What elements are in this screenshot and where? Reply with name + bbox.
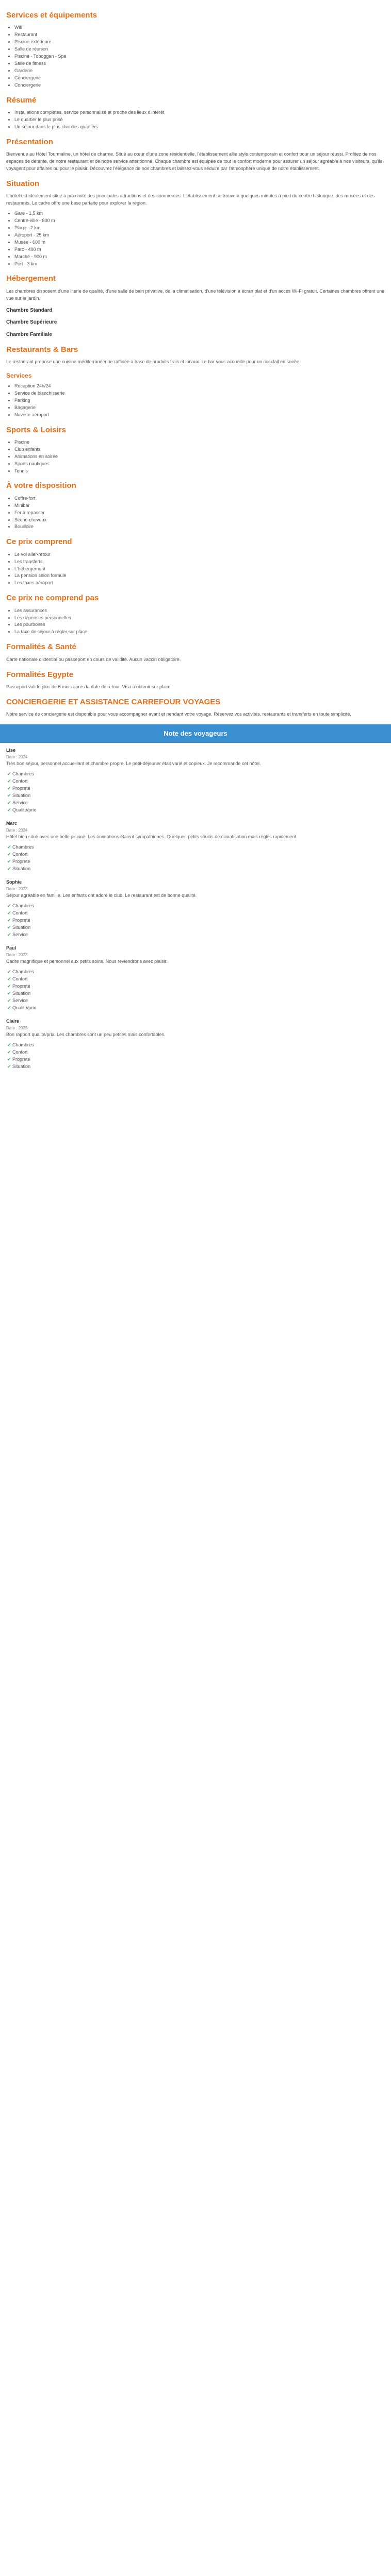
review-scores bbox=[6, 771, 385, 814]
ce-prix-item: • La pension selon formule bbox=[14, 572, 385, 580]
services2-item: • Bagagerie bbox=[14, 404, 385, 412]
formalites-sub-text: Passeport valide plus de 6 mois après la date de retour. Visa à obtenir sur place. bbox=[6, 684, 172, 689]
resume-list bbox=[6, 109, 385, 131]
review-score-item: ✔ Confort bbox=[7, 778, 385, 785]
review-scores bbox=[6, 903, 385, 939]
sports-item: • Tennis bbox=[14, 468, 385, 475]
ne-comprend-item: • Les assurances bbox=[14, 607, 385, 615]
review-text: Très bon séjour, personnel accueillant et chambre propre. Le petit-déjeuner était varié et copieux. Je recommande cet hôtel. bbox=[6, 761, 261, 767]
review-score-item: ✔ Service bbox=[7, 800, 385, 807]
presentation-text: Bienvenue au Hôtel Tourmaline, un hôtel de charme. Situé au cœur d'une zone résidentielle, l'établissement allie style contemporain et confort pour un séjour réussi. Profitez de nos espaces de détente, de notre restaurant et de notre service attentionné. Chaque chambre est équipée de tout le confort moderne pour assurer un séjour agréable à nos visiteurs, qu'ils voyagent pour affaires ou pour le plaisir. Découvrez l'élégance de nos chambres et laissez-vous séduire par l'atmosphère unique de notre établissement. bbox=[6, 151, 383, 171]
review-item bbox=[6, 820, 385, 873]
services-item: • Garderie bbox=[14, 67, 385, 75]
services-item: • Restaurant bbox=[14, 31, 385, 39]
hebergement-heading: Hébergement bbox=[6, 274, 56, 283]
review-score-item: ✔ Confort bbox=[7, 1049, 385, 1056]
services-item: • Wifi bbox=[14, 24, 385, 31]
services2-list bbox=[6, 383, 385, 419]
review-item bbox=[6, 747, 385, 814]
formalites-sub-heading: Formalités Egypte bbox=[6, 670, 74, 679]
review-score-item: ✔ Chambres bbox=[7, 903, 385, 910]
apropos-list bbox=[6, 495, 385, 531]
review-score-item: ✔ Propreté bbox=[7, 917, 385, 924]
ne-comprend-item: • Les pourboires bbox=[14, 621, 385, 629]
resume-item: • Installations complètes, service personnalisé et proche des lieux d'intérêt bbox=[14, 109, 385, 116]
services-item: • Salle de fitness bbox=[14, 60, 385, 67]
formalites-heading: Formalités & Santé bbox=[6, 642, 76, 652]
sports-item: • Piscine bbox=[14, 439, 385, 446]
resume-item: • Un séjour dans le plus chic des quartiers bbox=[14, 124, 385, 131]
page-content bbox=[0, 0, 391, 1071]
ne-comprend-item: • La taxe de séjour à régler sur place bbox=[14, 629, 385, 636]
services-item: • Piscine extérieure bbox=[14, 39, 385, 46]
review-score-item: ✔ Situation bbox=[7, 1063, 385, 1071]
review-author: Sophie bbox=[6, 879, 22, 885]
reviews-banner: Note des voyageurs bbox=[0, 724, 391, 743]
apropos-item: • Sèche-cheveux bbox=[14, 517, 385, 524]
distances-item: • Plage - 2 km bbox=[14, 225, 385, 232]
services2-heading: Services bbox=[6, 372, 32, 380]
distances-item: • Port - 3 km bbox=[14, 261, 385, 268]
review-scores bbox=[6, 844, 385, 873]
review-author: Marc bbox=[6, 820, 18, 826]
review-score-item: ✔ Confort bbox=[7, 851, 385, 858]
review-date: Date : 2024 bbox=[6, 827, 28, 833]
ce-prix-heading: Ce prix comprend bbox=[6, 537, 72, 547]
conciergerie-text: Notre service de conciergerie est disponible pour vous accompagner avant et pendant votre voyage. Réservez vos activités, restaurants et transferts en toute simplicité. bbox=[6, 711, 351, 717]
room-title: Chambre Standard bbox=[6, 307, 53, 313]
presentation-heading: Présentation bbox=[6, 137, 53, 146]
sports-item: • Club enfants bbox=[14, 446, 385, 453]
review-text: Bon rapport qualité/prix. Les chambres sont un peu petites mais confortables. bbox=[6, 1032, 166, 1038]
review-score-item: ✔ Situation bbox=[7, 792, 385, 800]
review-score-item: ✔ Propreté bbox=[7, 858, 385, 866]
review-author: Lise bbox=[6, 748, 16, 753]
services2-item: • Service de blanchisserie bbox=[14, 390, 385, 397]
services-item: • Piscine - Toboggan - Spa bbox=[14, 53, 385, 60]
review-score-item: ✔ Propreté bbox=[7, 785, 385, 792]
review-author: Paul bbox=[6, 945, 17, 951]
situation-heading: Situation bbox=[6, 179, 40, 188]
sports-heading: Sports & Loisirs bbox=[6, 425, 66, 434]
review-score-item: ✔ Qualité/prix bbox=[7, 807, 385, 814]
review-score-item: ✔ Situation bbox=[7, 866, 385, 873]
room-title: Chambre Familiale bbox=[6, 331, 52, 337]
review-scores bbox=[6, 1042, 385, 1071]
ne-comprend-item: • Les dépenses personnelles bbox=[14, 615, 385, 622]
distances-list bbox=[6, 210, 385, 268]
formalites-text: Carte nationale d'identité ou passeport en cours de validité. Aucun vaccin obligatoire. bbox=[6, 656, 181, 662]
ce-prix-list bbox=[6, 551, 385, 587]
apropos-item: • Minibar bbox=[14, 502, 385, 510]
conciergerie-heading: CONCIERGERIE ET ASSISTANCE CARREFOUR VOYAGES bbox=[6, 697, 221, 706]
review-text: Séjour agréable en famille. Les enfants ont adoré le club. Le restaurant est de bonne qualité. bbox=[6, 893, 197, 899]
services2-item: • Parking bbox=[14, 397, 385, 404]
ce-prix-item: • L'hébergement bbox=[14, 566, 385, 573]
review-score-item: ✔ Propreté bbox=[7, 983, 385, 990]
review-text: Hôtel bien situé avec une belle piscine. Les animations étaient sympathiques. Quelques petits soucis de climatisation mais réglés rapidement. bbox=[6, 834, 298, 840]
services-item: • Conciergerie bbox=[14, 75, 385, 82]
distances-item: • Centre-ville - 800 m bbox=[14, 217, 385, 225]
reviews-list bbox=[6, 747, 385, 1071]
services-list bbox=[6, 24, 385, 89]
review-score-item: ✔ Chambres bbox=[7, 771, 385, 778]
review-score-item: ✔ Situation bbox=[7, 990, 385, 997]
services2-item: • Navette aéroport bbox=[14, 412, 385, 419]
ce-prix-item: • Les taxes aéroport bbox=[14, 580, 385, 587]
apropos-heading: À votre disposition bbox=[6, 481, 76, 490]
sports-item: • Sports nautiques bbox=[14, 461, 385, 468]
review-date: Date : 2023 bbox=[6, 1025, 28, 1030]
apropos-item: • Coffre-fort bbox=[14, 495, 385, 502]
ce-prix-item: • Les transferts bbox=[14, 558, 385, 566]
review-score-item: ✔ Confort bbox=[7, 910, 385, 917]
distances-item: • Parc - 400 m bbox=[14, 246, 385, 253]
ne-comprend-heading: Ce prix ne comprend pas bbox=[6, 594, 99, 603]
distances-item: • Marché - 900 m bbox=[14, 253, 385, 261]
resume-item: • Le quartier le plus prisé bbox=[14, 116, 385, 124]
review-item bbox=[6, 945, 385, 1012]
restaurants-heading: Restaurants & Bars bbox=[6, 345, 78, 354]
distances-item: • Aéroport - 25 km bbox=[14, 232, 385, 239]
services-item: • Conciergerie bbox=[14, 82, 385, 89]
review-scores bbox=[6, 969, 385, 1012]
room-title: Chambre Supérieure bbox=[6, 319, 57, 326]
review-score-item: ✔ Chambres bbox=[7, 844, 385, 851]
hebergement-text: Les chambres disposent d'une literie de qualité, d'une salle de bain privative, de la climatisation, d'une télévision à écran plat et d'un accès Wi-Fi gratuit. Certaines chambres offrent une vue sur le jardin. bbox=[6, 288, 385, 301]
review-score-item: ✔ Situation bbox=[7, 924, 385, 931]
sports-list bbox=[6, 439, 385, 475]
review-text: Cadre magnifique et personnel aux petits soins. Nous reviendrons avec plaisir. bbox=[6, 959, 168, 964]
review-item bbox=[6, 879, 385, 939]
review-score-item: ✔ Qualité/prix bbox=[7, 1005, 385, 1012]
apropos-item: • Fer à repasser bbox=[14, 510, 385, 517]
review-score-item: ✔ Service bbox=[7, 931, 385, 939]
apropos-item: • Bouilloire bbox=[14, 523, 385, 531]
ce-prix-item: • Le vol aller-retour bbox=[14, 551, 385, 558]
review-date: Date : 2023 bbox=[6, 886, 28, 891]
rooms-list bbox=[6, 307, 385, 339]
ne-comprend-list bbox=[6, 607, 385, 636]
services-heading: Services et équipements bbox=[6, 11, 97, 20]
review-score-item: ✔ Propreté bbox=[7, 1056, 385, 1063]
situation-text: L'hôtel est idéalement situé à proximité des principales attractions et des commerces. L'établissement se trouve à quelques minutes à pied du centre historique, des musées et des restaurants. Le cadre offre une base parfaite pour explorer la région. bbox=[6, 193, 375, 206]
distances-item: • Musée - 600 m bbox=[14, 239, 385, 246]
review-score-item: ✔ Chambres bbox=[7, 969, 385, 976]
review-score-item: ✔ Confort bbox=[7, 976, 385, 983]
review-date: Date : 2024 bbox=[6, 754, 28, 759]
review-author: Claire bbox=[6, 1018, 20, 1024]
review-score-item: ✔ Chambres bbox=[7, 1042, 385, 1049]
restaurants-text: Le restaurant propose une cuisine méditerranéenne raffinée à base de produits frais et locaux. Le bar vous accueille pour un cocktail en soirée. bbox=[6, 359, 301, 365]
review-score-item: ✔ Service bbox=[7, 997, 385, 1005]
services2-item: • Réception 24h/24 bbox=[14, 383, 385, 390]
sports-item: • Animations en soirée bbox=[14, 453, 385, 461]
resume-heading: Résumé bbox=[6, 95, 37, 105]
review-item bbox=[6, 1018, 385, 1071]
distances-item: • Gare - 1,5 km bbox=[14, 210, 385, 217]
services-item: • Salle de réunion bbox=[14, 46, 385, 53]
review-date: Date : 2023 bbox=[6, 952, 28, 957]
